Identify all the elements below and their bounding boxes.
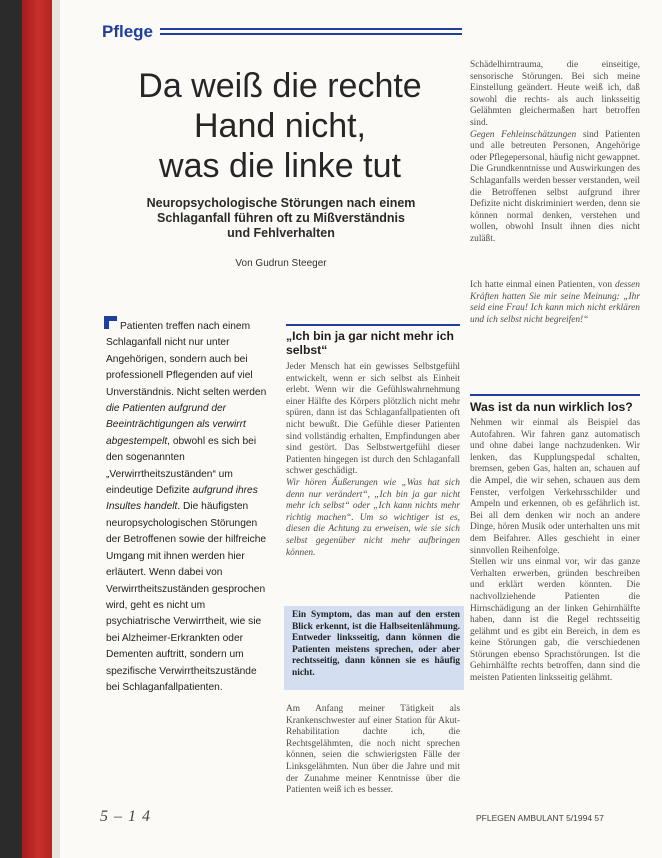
subtitle-line-2: Schlaganfall führen oft zu Mißverständnis [157,211,405,225]
binding-shadow [0,0,22,858]
column3-quote-text: dessen Kräften hatten Sie mir seine Meinung: „Ihr seid eine Frau! Ich kann mich nicht erklären und ich selbst nicht begreifen!“ [470,280,640,325]
headline-line-1: Da weiß die rechte [138,67,422,105]
binding-red-edge [22,0,52,858]
page-edge [52,0,60,858]
lead-emphasis-2: aufgrund ihres Insultes handelt [106,485,258,513]
column3-paragraph-2: sind Patienten und alle betreuten Personen, Angehörige oder Pflegepersonal, häufig nicht gewappnet. Die Grundkenntnisse und Auswirkungen des Schlaganfalls werden besser verstanden, weil die Betroffenen selbst aufgrund ihrer Defizite nicht diskriminiert werden, denn sie können normal denken, verstehen und wollen, obwohl Insult ihnen dies nicht zuläßt. [470,129,641,244]
callout-text: Ein Symptom, das man auf den ersten Blick erkennt, ist die Halbseitenlähmung. Entweder linksseitig, dann können die Patienten meistens sprechen, oder aber rechtsseitig, dann können sie es häufig nicht. [292,610,460,678]
column2-body [286,362,460,559]
lead-emphasis-1: die Patienten aufgrund der Beeinträchtigungen als verwirrt abgestempelt [106,403,246,447]
headline-line-2: Hand nicht, [194,107,366,145]
column3-body [470,60,640,246]
journal-footer: PFLEGEN AMBULANT 5/1994 57 [476,813,604,823]
lead-text-1: Patienten treffen nach einem Schlaganfall nicht nur unter Angehörigen, sondern auch bei professionell Pflegenden auf viel Unverständnis. Nicht selten werden [106,321,267,398]
column3-quote [470,280,640,326]
column3-body-2 [470,418,640,685]
lead-text-3: . Die häufigsten neuropsychologischen Störungen der Betroffenen sowie der hilfreiche Umgang mit ihnen werden hier erläutert. Wenn dabei von Verwirrtheitszuständen gesprochen wird, geht es nicht um psychiatrische Verwirrtheit, wie sie bei Alzheimer-Erkrankten oder Dementen auftritt, sondern um spezifische Verwirrtheitszustände bei Schlaganfallpatienten. [106,501,267,693]
section-rules [160,28,462,38]
column2-paragraph-1: Jeder Mensch hat ein gewisses Selbstgefühl entwickelt, wenn er sich selbst als Einheit erlebt. Wenn wir die Gefühlswahrnehmung einer Hälfte des Körpers plötzlich nicht mehr spüren, dann ist das Schlaganfallpatienten oft nicht bewußt. Die Gefühle dieser Patienten sind vollständig erhalten, Empfindungen aber sind gestört. Das Selbstwertgefühl dieser Patienten hingegen ist durch den Schlaganfall schwer geschädigt. [286,362,460,477]
column3-paragraph-3: Ich hatte einmal einen Patienten, von [470,280,615,290]
section-label: Pflege [102,22,154,41]
column2-paragraph-3: Am Anfang meiner Tätigkeit als Krankenschwester auf einer Station für Akut-Rehabilitation dachte ich, die Rechtsgelähmten, die noch nicht sprechen können, seien die schwierigsten Fälle der Linksgelähmten. Nun über die Jahre und mit der Zunahme meiner Kenntnisse über die Patienten weiß ich es besser. [286,704,460,796]
subtitle-line-1: Neuropsychologische Störungen nach einem [146,196,416,210]
lead-text-2: , obwohl es sich bei den sogenannten „Verwirrtheitszuständen“ um eindeutige Defizite [106,435,257,497]
handwritten-page-note: 5 – 1 4 [100,808,151,825]
headline [104,66,456,186]
column3-heading-rule [470,394,640,396]
column2-heading: „Ich bin ja gar nicht mehr ich selbst“ [286,329,454,357]
author-byline: Von Gudrun Steeger [235,258,327,269]
column3-emphasis-1: Gegen Fehleinschätzungen [470,129,577,140]
subtitle [106,196,456,241]
column3-paragraph-1: Schädelhirntrauma, die einseitige, sensorische Störungen. Bei sich meine Einstellung geändert. Heute weiß ich, daß sowohl die rechts- als auch linksseitig Gelähmten gleichermaßen hart betroffen sind. [470,60,640,128]
headline-line-3: was die linke tut [159,147,401,185]
column2-heading-rule [286,324,460,326]
column2-paragraph-2: Wir hören Äußerungen wie „Was hat sich denn nur verändert“, „Ich bin ja gar nicht mehr ich selbst“ oder „Ich kann nichts mehr richtig machen“. Um so wichtiger ist es, diesen die Achtung zu erweisen, wie sie sich selbst gegenüber nicht mehr aufbringen können. [286,477,460,558]
column3-paragraph-5: Stellen wir uns einmal vor, wir das ganze Verhalten erwerben, gründen beschreiben und erklärt werden könnten. Die nachvollziehende Patienten die Hirnschädigung an der linken Gehirnhälfte haben, dann ist die Regel rechtsseitig gelähmt und es gibt ein Bereich, in dem es keine Störungen gab, die verschiedenen Störungen ebenso Sprachstörungen. Ist die Gehirnhälfte rechts betroffen, dann sind die meisten Patienten linksseitig gelähmt. [470,557,640,684]
column3-heading: Was ist da nun wirklich los? [470,400,633,414]
subtitle-line-3: und Fehlverhalten [227,226,335,240]
lead-paragraph [106,319,270,696]
column3-paragraph-4: Nehmen wir einmal als Beispiel das Autofahren. Wir fahren ganz automatisch und ohne dabei lange nachzudenken. Wir lenken, das Kupplungspedal schalten, bremsen, geben Gas, halten an, schauen auf die Ampel, die wir sehen, schauen aus dem Fenster, verfolgen Verkehrsschilder und Ampeln und erkennen, ob es gefährlich ist. Bei all dem denken wir noch an andere Dinge, hören Musik oder unterhalten uns mit dem Beifahrer. Alles geschieht in einer sinnvollen Reihenfolge. [470,418,640,556]
